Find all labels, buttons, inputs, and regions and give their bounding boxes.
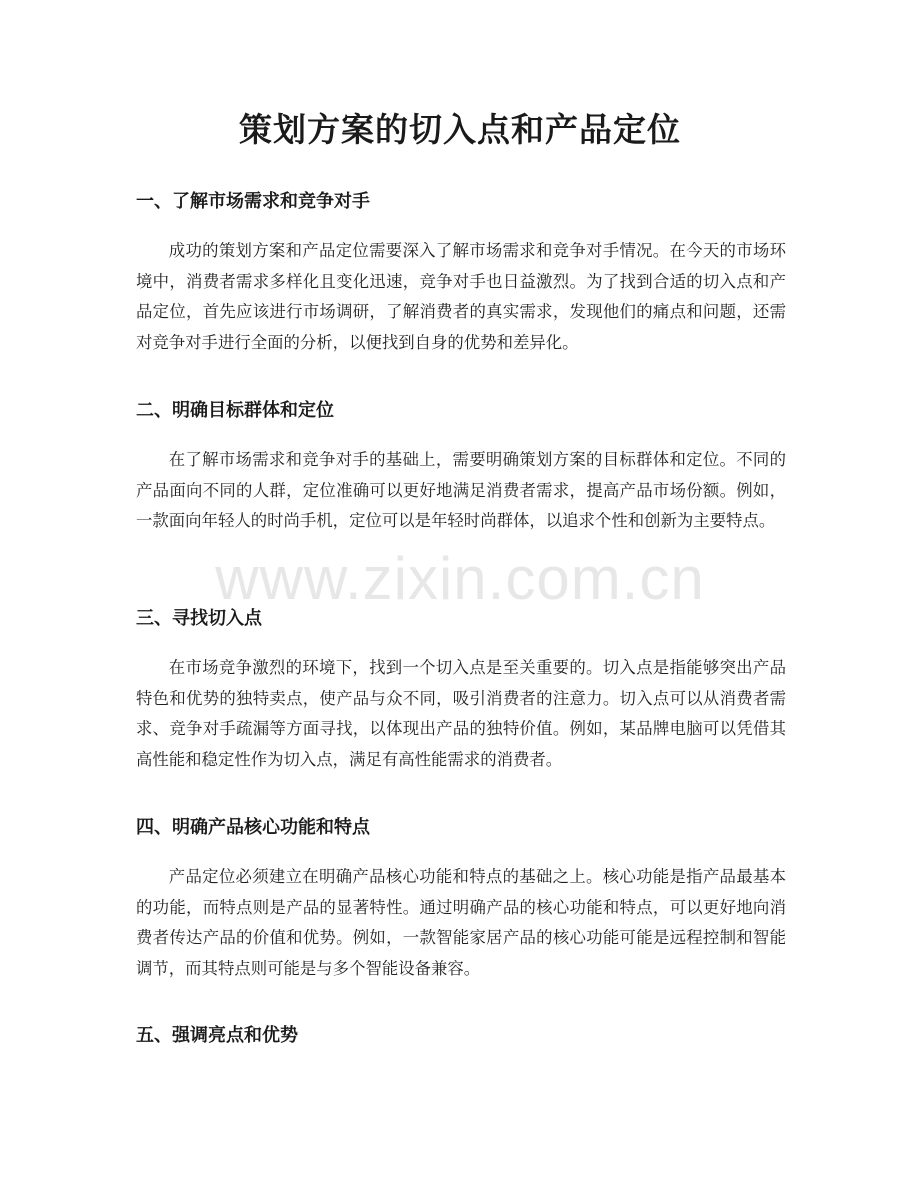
watermark: www.zixin.com.cn (215, 545, 705, 612)
section-paragraph-1: 成功的策划方案和产品定位需要深入了解市场需求和竞争对手情况。在今天的市场环境中，消费者需求多样化且变化迅速，竞争对手也日益激烈。为了找到合适的切入点和产品定位，首先应该进行市场调研，了解消费者的真实需求，发现他们的痛点和问题，还需对竞争对手进行全面的分析，以便找到自身的优势和差异化。 (136, 241, 786, 352)
document-title: 策划方案的切入点和产品定位 (239, 110, 681, 149)
section-heading-5: 五、强调亮点和优势 (136, 1025, 298, 1046)
section-paragraph-2: 在了解市场需求和竞争对手的基础上，需要明确策划方案的目标群体和定位。不同的产品面向不同的人群，定位准确可以更好地满足消费者需求，提高产品市场份额。例如，一款面向年轻人的时尚手机，定位可以是年轻时尚群体，以追求个性和创新为主要特点。 (136, 450, 786, 530)
section-heading-2: 二、明确目标群体和定位 (136, 400, 334, 421)
section-paragraph-4: 产品定位必须建立在明确产品核心功能和特点的基础之上。核心功能是指产品最基本的功能，而特点则是产品的显著特性。通过明确产品的核心功能和特点，可以更好地向消费者传达产品的价值和优势。例如，一款智能家居产品的核心功能可能是远程控制和智能调节，而其特点则可能是与多个智能设备兼容。 (136, 867, 786, 978)
section-heading-1: 一、了解市场需求和竞争对手 (136, 191, 370, 212)
section-heading-3: 三、寻找切入点 (136, 608, 262, 629)
section-heading-4: 四、明确产品核心功能和特点 (136, 817, 370, 838)
section-paragraph-3: 在市场竞争激烈的环境下，找到一个切入点是至关重要的。切入点是指能够突出产品特色和优势的独特卖点，使产品与众不同，吸引消费者的注意力。切入点可以从消费者需求、竞争对手疏漏等方面寻找，以体现出产品的独特价值。例如，某品牌电脑可以凭借其高性能和稳定性作为切入点，满足有高性能需求的消费者。 (136, 658, 786, 769)
